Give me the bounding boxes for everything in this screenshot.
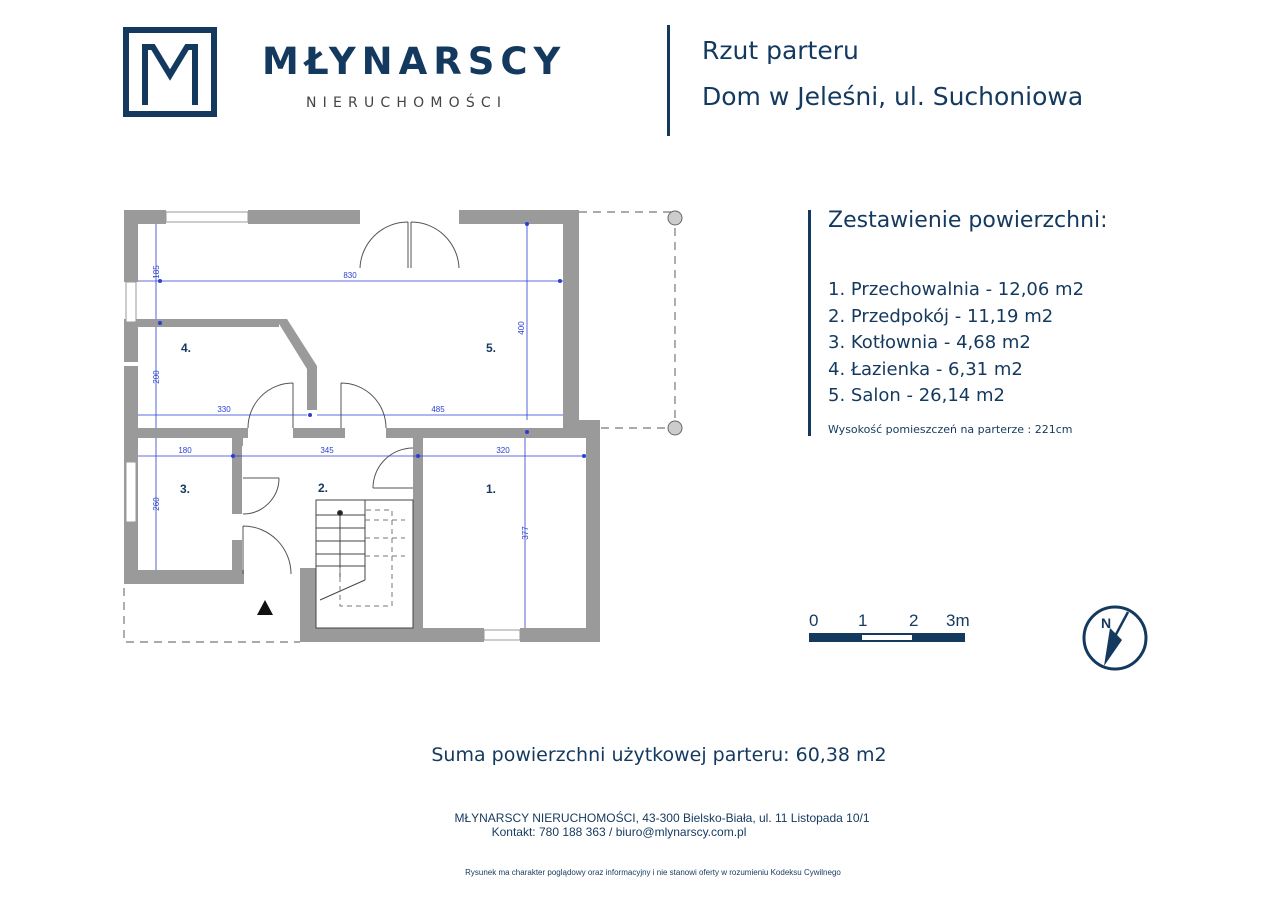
wall <box>124 319 279 327</box>
plan-title: Rzut parteru <box>702 36 859 65</box>
dimension-label: 345 <box>320 446 334 455</box>
header-divider <box>667 25 670 136</box>
wall <box>124 570 244 584</box>
room-label: 2. <box>318 481 329 495</box>
footer-contact: Kontakt: 780 188 363 / biuro@mlynarscy.com.pl <box>491 825 747 839</box>
summary-title: Zestawienie powierzchni: <box>828 208 1108 233</box>
north-arrow-icon <box>1080 604 1150 672</box>
brand-tagline: NIERUCHOMOŚCI <box>306 95 508 111</box>
wall <box>413 428 423 642</box>
wall <box>563 210 579 422</box>
scale-tick: 1 <box>858 611 868 630</box>
dimension-label: 485 <box>431 405 445 414</box>
dimension-label: 330 <box>217 405 231 414</box>
wall <box>459 210 579 224</box>
wall <box>300 568 316 642</box>
room-area-list <box>828 277 1084 410</box>
wall <box>586 420 600 642</box>
dimension-label: 400 <box>517 321 526 335</box>
wall <box>248 210 360 224</box>
wall <box>276 319 317 410</box>
floor-plan <box>120 205 690 650</box>
list-item: 4. Łazienka - 6,31 m2 <box>828 358 1023 380</box>
dimension-label: 200 <box>152 370 161 384</box>
dimension-label: 320 <box>496 446 510 455</box>
wall <box>124 428 248 438</box>
scale-tick: 0 <box>809 611 819 630</box>
summary-divider <box>808 210 811 436</box>
ceiling-height-note: Wysokość pomieszczeń na parterze : 221cm <box>828 423 1073 436</box>
wall <box>293 428 345 438</box>
room-label: 1. <box>486 482 497 496</box>
wall <box>420 628 484 642</box>
total-area: Suma powierzchni użytkowej parteru: 60,38 m2 <box>431 744 887 766</box>
disclaimer: Rysunek ma charakter poglądowy oraz informacyjny i nie stanowi oferty w rozumieniu Kodeksu Cywilnego <box>465 868 841 877</box>
scale-tick: 2 <box>909 611 919 630</box>
entrance-arrow-icon <box>257 600 273 615</box>
wall <box>413 468 423 488</box>
dimension-label: 260 <box>152 497 161 511</box>
room-label: 4. <box>181 341 192 355</box>
wall <box>300 628 420 642</box>
wall <box>124 210 138 282</box>
list-item: 3. Kotłownia - 4,68 m2 <box>828 332 1031 353</box>
brand-name: MŁYNARSCY <box>262 40 567 83</box>
dimension-label: 377 <box>521 526 530 540</box>
dimension-label: 830 <box>343 271 357 280</box>
plan-subtitle: Dom w Jeleśni, ul. Suchoniowa <box>702 82 1084 111</box>
company-logo <box>123 27 217 117</box>
room-label: 5. <box>486 341 497 355</box>
scale-tick: 3m <box>946 611 970 630</box>
scale-bar <box>805 607 980 647</box>
list-item: 2. Przedpokój - 11,19 m2 <box>828 305 1054 327</box>
list-item: 5. Salon - 26,14 m2 <box>828 385 1005 406</box>
wall <box>124 322 138 362</box>
dimension-label: 180 <box>178 446 192 455</box>
list-item: 1. Przechowalnia - 12,06 m2 <box>828 279 1085 300</box>
wall <box>233 436 243 446</box>
dimension-label: 185 <box>152 265 161 279</box>
wall <box>520 628 600 642</box>
wall <box>232 540 242 584</box>
room-label: 3. <box>180 482 191 496</box>
footer-company: MŁYNARSCY NIERUCHOMOŚCI, 43-300 Bielsko-Biała, ul. 11 Listopada 10/1 <box>454 811 870 825</box>
svg-text:N: N <box>1101 615 1112 631</box>
